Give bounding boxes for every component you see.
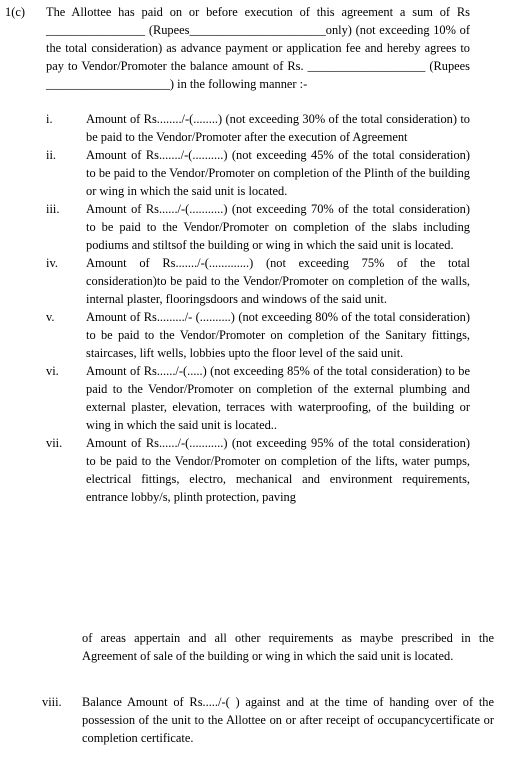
item-text: Amount of Rs....../-(...........) (not exceeding 95% of the total consideration) to be paid to the Vendor/Promoter on completion of the lifts, water pumps, electrical fittings, electro, mechanical and environment requirements, entrance lobby/s, plinth protection, paving (86, 436, 470, 504)
item-text: Amount of Rs......./-(..........) (not exceeding 45% of the total consideration) to be paid to the Vendor/Promoter on completion of the Plinth of the building or wing in which the said unit is located. (86, 148, 470, 198)
item-text: Amount of Rs........./- (..........) (not exceeding 80% of the total consideration) to be paid to the Vendor/Promoter on completion of the Sanitary fittings, staircases, lift wells, lobbies upto the floor level of the said unit. (86, 310, 470, 360)
list-item (42, 693, 494, 747)
item-number: viii. (42, 695, 62, 709)
list-item (46, 110, 470, 146)
item-number: vii. (46, 436, 63, 450)
item-text: Amount of Rs....../-(...........) (not exceeding 70% of the total consideration) to be paid to the Vendor/Promoter on completion of the slabs including podiums and stiltsof the building or wing in which the said unit is located. (86, 202, 470, 252)
list-item (46, 362, 470, 434)
item-text: Balance Amount of Rs...../-( ) against and at the time of handing over of the possession of the unit to the Allottee on or after receipt of occupancycertificate or completion certificate. (82, 695, 494, 745)
list-item (46, 146, 470, 200)
item-number: iii. (46, 202, 60, 216)
clause-intro-paragraph: The Allottee has paid on or before execution of this agreement a sum of Rs ________________ (Rupees______________________only) (not exceeding 10% of the total consideration) as advance payment or application fee and hereby agrees to pay to Vendor/Promoter the balance amount of Rs. ___________________ (Rupees ____________________) in the following manner :- (46, 5, 470, 91)
payment-schedule-list (46, 110, 470, 506)
item-number: v. (46, 310, 55, 324)
clause-number: 1(c) (5, 5, 25, 19)
list-item (46, 308, 470, 362)
item-text: Amount of Rs......./-(.............) (not exceeding 75% of the total consideration)to be paid to the Vendor/Promoter on completion of the walls, internal plaster, flooringsdoors and windows of the said unit. (86, 256, 470, 306)
list-item (46, 254, 470, 308)
item-text: Amount of Rs....../-(.....) (not exceeding 85% of the total consideration) to be paid to the Vendor/Promoter on completion of the external plumbing and external plaster, elevation, terraces with waterproofing, of the building or wing in which the said unit is located.. (86, 364, 470, 432)
list-item (46, 200, 470, 254)
item-number: iv. (46, 256, 58, 270)
item-number: ii. (46, 148, 56, 162)
list-item (46, 434, 470, 506)
item-number: i. (46, 112, 53, 126)
item-text: Amount of Rs......../-(........) (not exceeding 30% of the total consideration) to be paid to the Vendor/Promoter after the execution of Agreement (86, 112, 470, 144)
item-number: vi. (46, 364, 59, 378)
item-continuation-text: of areas appertain and all other requirements as maybe prescribed in the Agreement of sale of the building or wing in which the said unit is located. (82, 631, 494, 663)
